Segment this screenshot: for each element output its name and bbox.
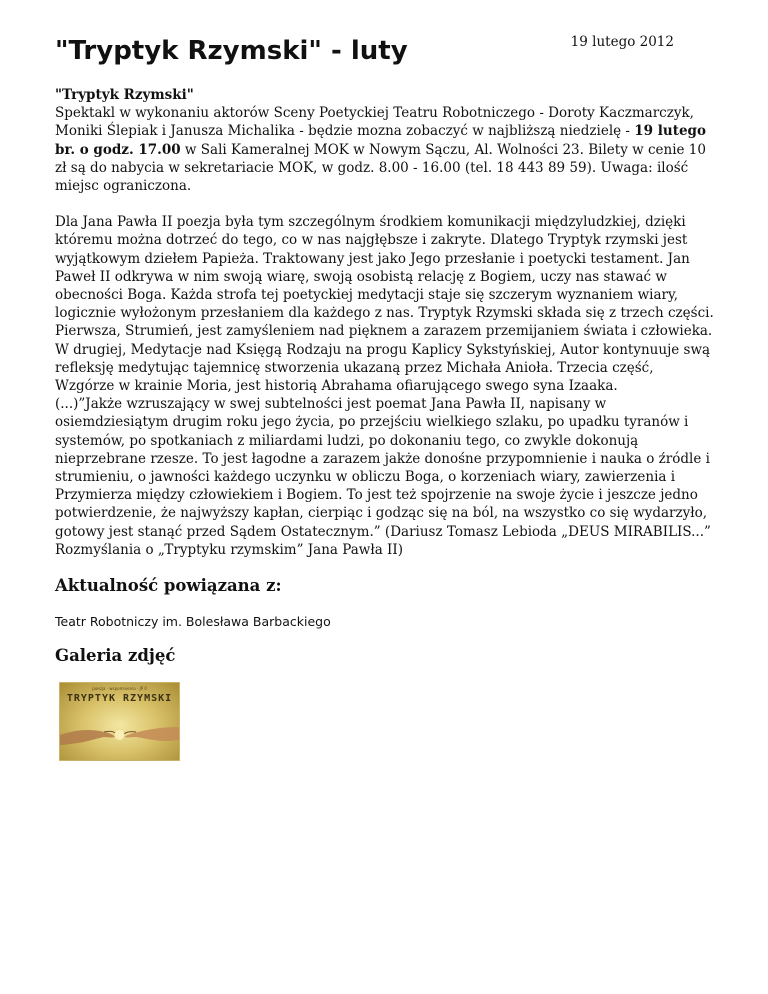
intro-block (55, 86, 717, 195)
page-title: "Tryptyk Rzymski" - luty (55, 36, 408, 66)
body-paragraph-1: Dla Jana Pawła II poezja była tym szczególnym środkiem komunikacji międzyludzkiej, dzięki któremu można dotrzeć do tego, co w nas najgłębsze i zakryte. Dlatego Tryptyk rzymski jest wyjątkowym dziełem Papieża. Traktowany jest jako Jego przesłanie i poetycki testament. Jan Paweł II odkrywa w nim swoją wiarę, swoją osobistą relację z Bogiem, uczy nas stawać w obecności Boga. Każda strofa tej poetyckiej medytacji staje się szczerym wyznaniem wiary, logicznie wyłożonym przesłaniem dla każdego z nas. Tryptyk Rzymski składa się z trzech części. Pierwsza, Strumień, jest zamyśleniem nad pięknem a zarazem przemijaniem świata i człowieka. W drugiej, Medytacje nad Księgą Rodzaju na progu Kaplicy Sykstyńskiej, Autor kontynuuje swą refleksję medytując tajemnicę stworzenia ukazaną przez Michała Anioła. Trzecia część, Wzgórze w krainie Moria, jest historią Abrahama ofiarującego swego syna Izaaka. (55, 214, 714, 395)
thumb-top-text: poezja · wspomnienia · JP II (92, 686, 147, 692)
related-link[interactable]: Teatr Robotniczy im. Bolesława Barbackiego (55, 614, 331, 630)
intro-heading: "Tryptyk Rzymski" (55, 87, 194, 103)
article (55, 30, 717, 761)
related-heading: Aktualność powiązana z: (55, 576, 282, 596)
article-date: 19 lutego 2012 (570, 34, 674, 50)
intro-text-start: Spektakl w wykonaniu aktorów Sceny Poetyckiej Teatru Robotniczego - Doroty Kaczmarczyk, Moniki Ślepiak i Janusza Michalika - będzie mozna zobaczyć w najbliższą niedzielę - (55, 105, 694, 140)
article-body (55, 213, 717, 559)
intro-text-end: w Sali Kameralnej MOK w Nowym Sączu, Al. Wolności 23. Bilety w cenie 10 zł są do nabycia w sekretariacie MOK, w godz. 8.00 - 16.00 (tel. 18 443 89 59). Uwaga: ilość miejsc ograniczona. (55, 141, 706, 195)
intro-event-time: 19 lutego br. o godz. 17.00 (55, 123, 706, 158)
gallery-thumbnail[interactable] (59, 682, 180, 761)
thumb-title: TRYPTYK RZYMSKI (66, 693, 173, 705)
gallery-heading: Galeria zdjęć (55, 646, 176, 666)
body-paragraph-2: (...)”Jakże wzruszający w swej subtelności jest poemat Jana Pawła II, napisany w osiemdziesiątym drugim roku jego życia, po przejściu wielkiego szlaku, po upadku tyranów i systemów, po spotkaniach z miliardami ludzi, po dokonaniu tego, co zwykle dokonują nieprzebrane rzesze. To jest łagodne a zarazem jakże donośne przypomnienie i nauka o źródle i strumieniu, o jawności każdego uczynku w obliczu Boga, o korzeniach wiary, zawierzenia i Przymierza między człowiekiem i Bogiem. To jest też spojrzenie na swoje życie i jeszcze jedno potwierdzenie, że najwyższy kapłan, cierpiąc i godząc się na ból, na wszystko co się wydarzyło, gotowy jest stanąć przed Sądem Ostatecznym.” (Dariusz Tomasz Lebioda „DEUS MIRABILIS...” Rozmyślania o „Tryptyku rzymskim” Jana Pawła II) (55, 396, 711, 558)
